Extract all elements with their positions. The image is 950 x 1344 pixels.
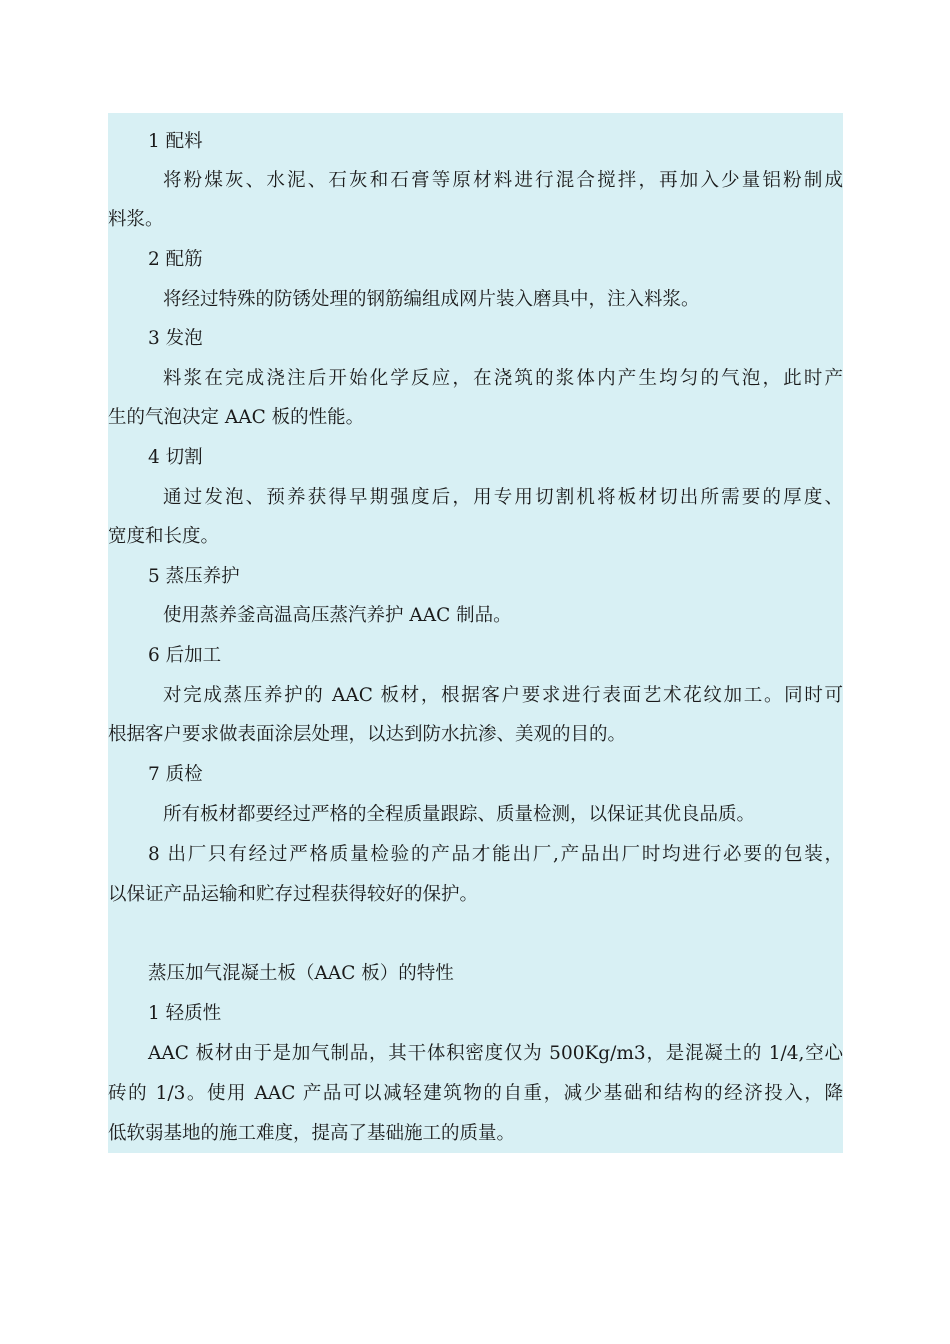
step4-title: 4 切割	[148, 447, 203, 468]
step4-text-line2: 宽度和长度。	[108, 526, 220, 547]
document-body	[108, 113, 843, 1153]
property1-text-line3: 低软弱基地的施工难度，提高了基础施工的质量。	[108, 1123, 516, 1144]
step8-text-line2: 以保证产品运输和贮存过程获得较好的保护。	[108, 884, 479, 905]
step3-text-line2: 生的气泡决定 AAC 板的性能。	[108, 407, 365, 428]
property1-title: 1 轻质性	[148, 1003, 222, 1024]
step5-text-line1: 使用蒸养釜高温高压蒸汽养护 AAC 制品。	[163, 605, 512, 626]
step3-text-line1: 料浆在完成浇注后开始化学反应，在浇筑的浆体内产生均匀的气泡，此时产	[163, 368, 843, 389]
step4-text-line1: 通过发泡、预养获得早期强度后，用专用切割机将板材切出所需要的厚度、	[163, 487, 843, 508]
step2-title: 2 配筋	[148, 249, 203, 270]
property1-text-line2: 砖的 1/3。使用 AAC 产品可以减轻建筑物的自重，减少基础和结构的经济投入，降	[108, 1083, 843, 1104]
step6-title: 6 后加工	[148, 645, 222, 666]
property1-text-line1: AAC 板材由于是加气制品，其干体积密度仅为 500Kg/m3，是混凝土的 1/4,空心	[148, 1043, 843, 1064]
step1-text-line2: 料浆。	[108, 209, 164, 230]
step1-text-line1: 将粉煤灰、水泥、石灰和石膏等原材料进行混合搅拌，再加入少量铝粉制成	[163, 170, 843, 191]
step2-text-line1: 将经过特殊的防锈处理的钢筋编组成网片装入磨具中，注入料浆。	[163, 289, 700, 310]
properties-section-title: 蒸压加气混凝土板（AAC 板）的特性	[148, 963, 454, 984]
step8-text-line1: 8 出厂只有经过严格质量检验的产品才能出厂,产品出厂时均进行必要的包装，	[148, 844, 843, 865]
step5-title: 5 蒸压养护	[148, 566, 240, 587]
step6-text-line2: 根据客户要求做表面涂层处理，以达到防水抗渗、美观的目的。	[108, 724, 627, 745]
step6-text-line1: 对完成蒸压养护的 AAC 板材，根据客户要求进行表面艺术花纹加工。同时可	[163, 685, 843, 706]
step1-title: 1 配料	[148, 131, 203, 152]
step7-text-line1: 所有板材都要经过严格的全程质量跟踪、质量检测，以保证其优良品质。	[163, 804, 756, 825]
step7-title: 7 质检	[148, 764, 203, 785]
step3-title: 3 发泡	[148, 328, 203, 349]
